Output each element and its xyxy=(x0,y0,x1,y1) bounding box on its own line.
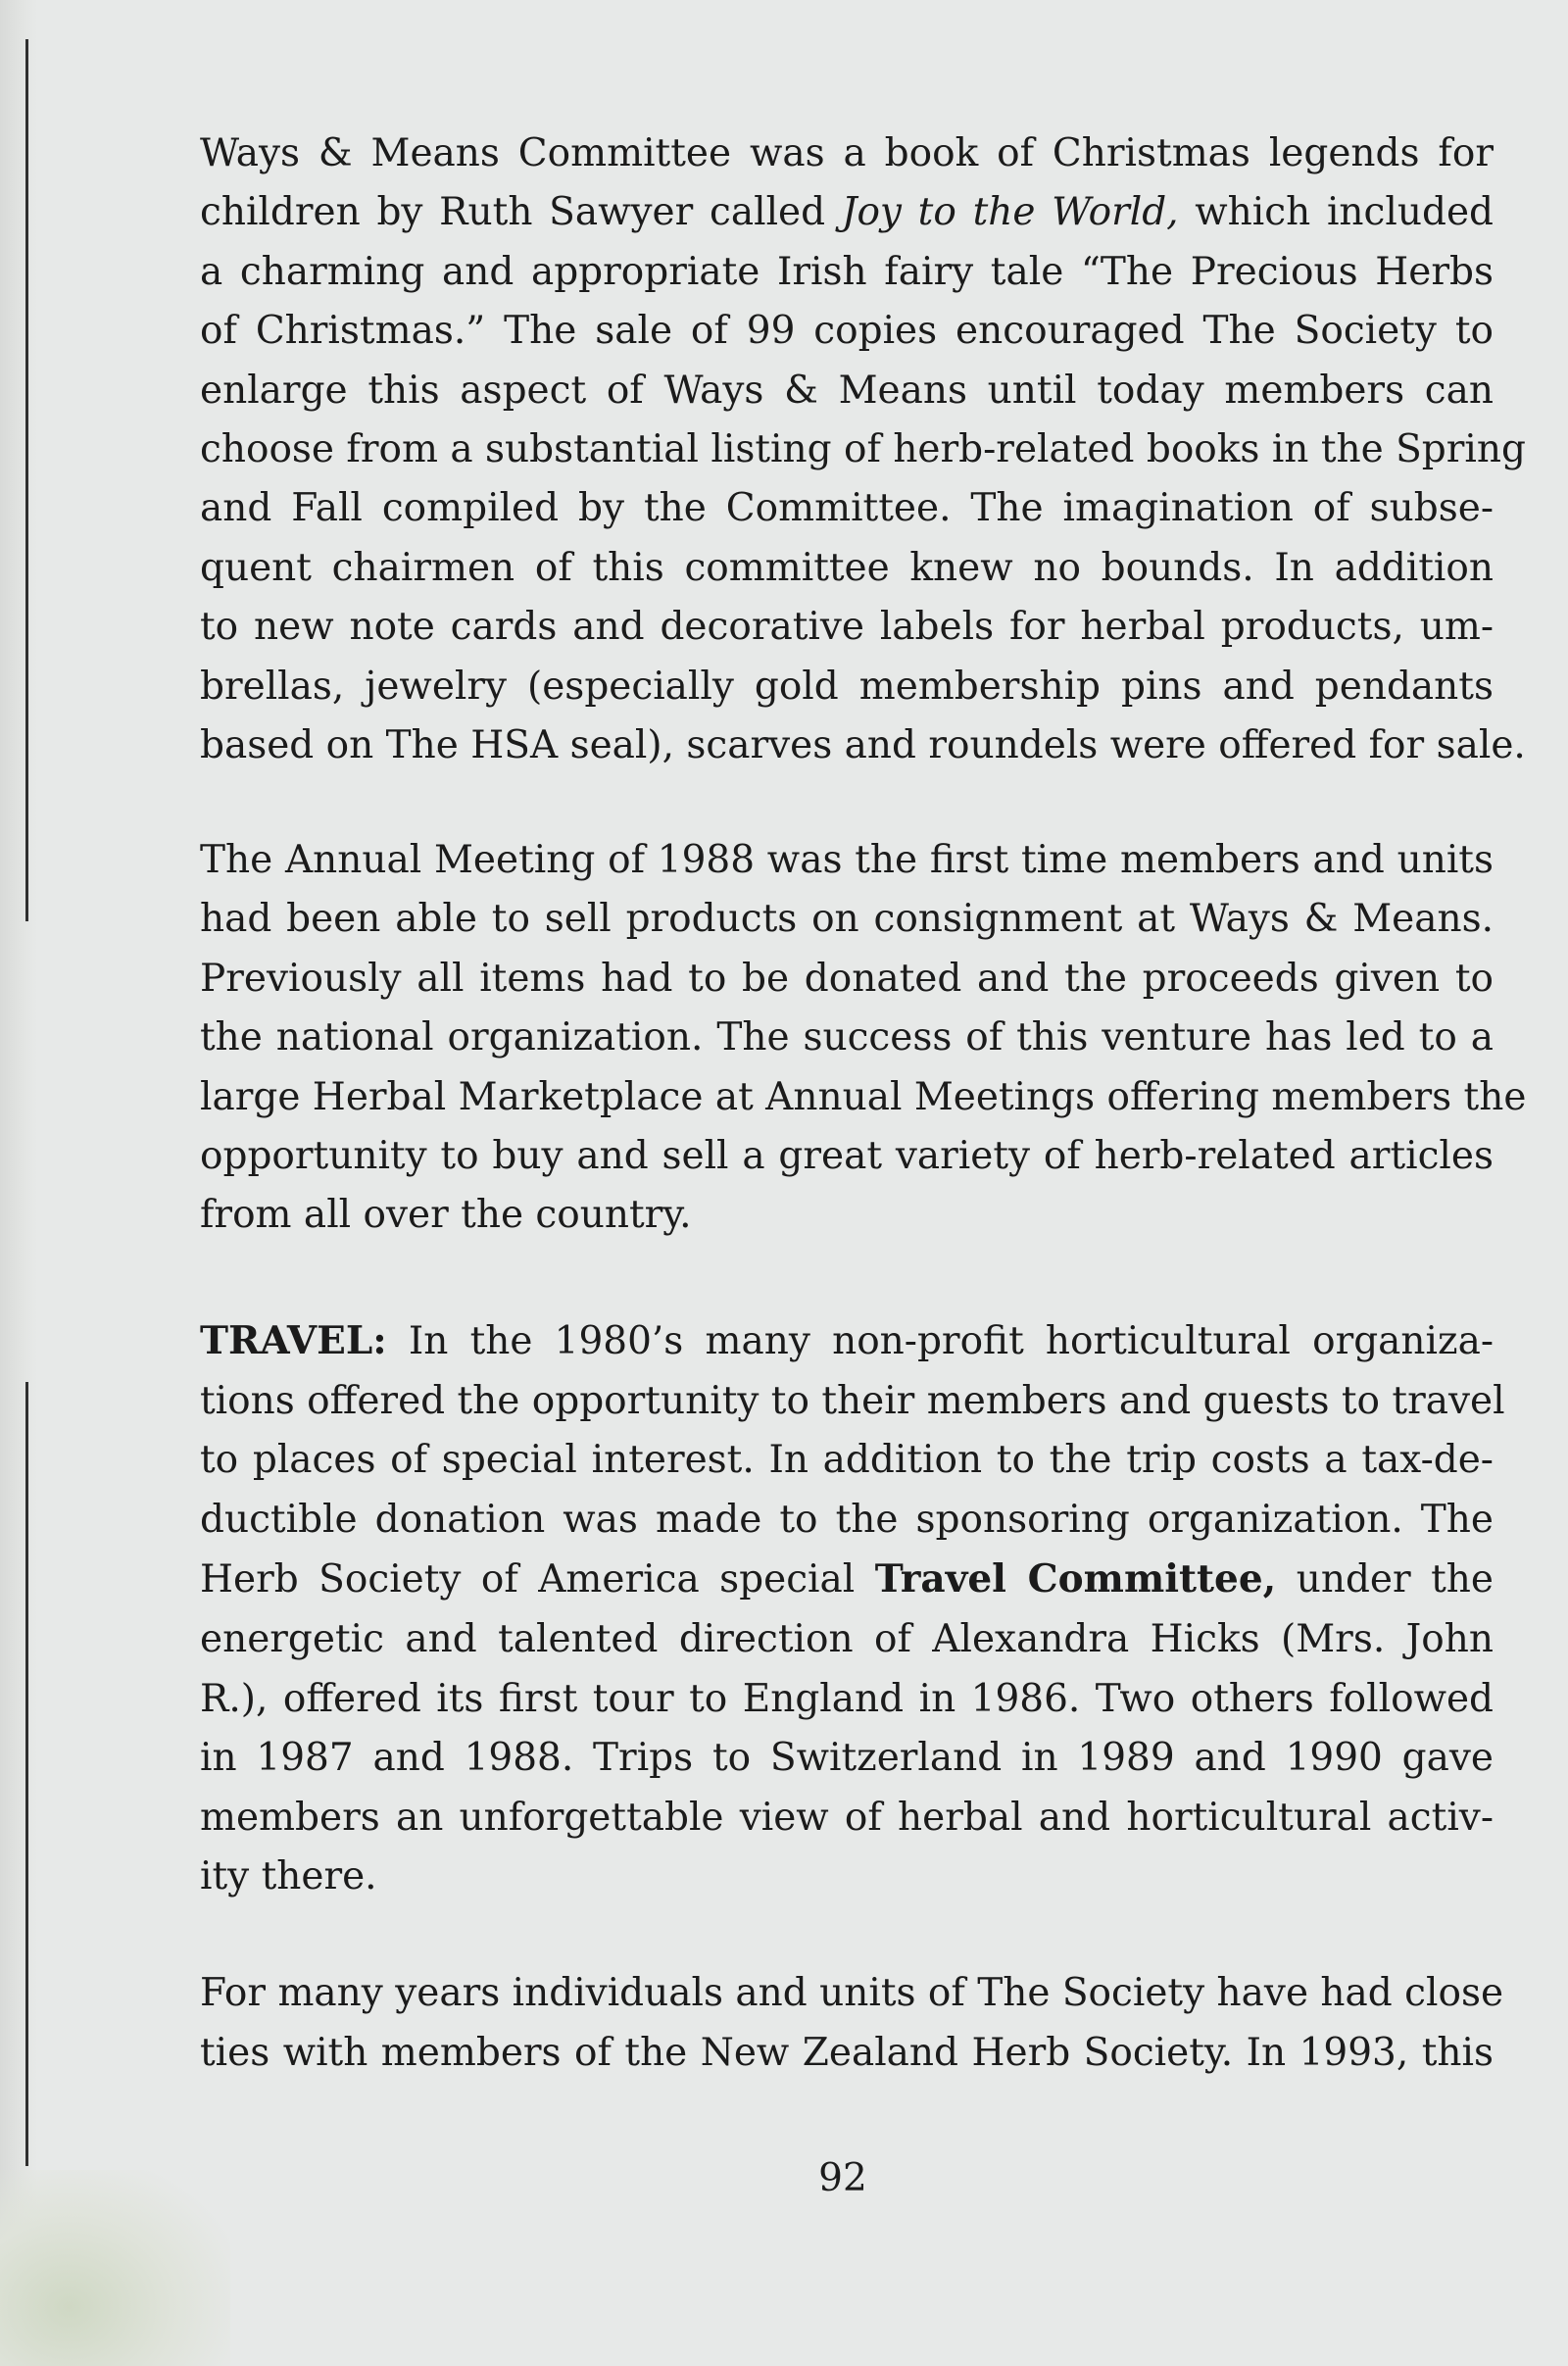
binding-shadow-line xyxy=(25,39,28,921)
text-line xyxy=(200,1311,1494,1372)
page-number: 92 xyxy=(818,2156,867,2200)
text-line: choose from a substantial listing of herb-related books in the Spring xyxy=(200,427,1526,472)
travel-committee-bold: Travel Committee, xyxy=(874,1556,1277,1602)
text-line: The Annual Meeting of 1988 was the first time members and units xyxy=(200,838,1494,882)
text-line: the national organization. The success of this venture has led to a xyxy=(200,1015,1494,1060)
paragraph-new-zealand xyxy=(200,1964,1504,2083)
paragraph-annual-meeting xyxy=(200,831,1527,1246)
paragraph-ways-and-means xyxy=(200,124,1526,775)
text-segment: In the 1980’s many non-profit horticultural organiza- xyxy=(408,1319,1494,1363)
text-line: opportunity to buy and sell a great variety of herb-related articles xyxy=(200,1134,1494,1179)
text-line: ties with members of the New Zealand Herb Society. In 1993, this xyxy=(200,2030,1494,2075)
text-line: Previously all items had to be donated and the proceeds given to xyxy=(200,956,1494,1001)
text-line xyxy=(200,1550,1494,1610)
text-segment: which included xyxy=(1178,190,1494,235)
text-line: in 1987 and 1988. Trips to Switzerland in 1989 and 1990 gave xyxy=(200,1736,1494,1781)
section-heading-travel: TRAVEL: xyxy=(200,1318,387,1363)
page-binding-edge xyxy=(0,0,37,2366)
text-segment: under the xyxy=(1296,1557,1494,1602)
text-line: Ways & Means Committee was a book of Christmas legends for xyxy=(200,131,1494,175)
text-line: of Christmas.” The sale of 99 copies encouraged The Society to xyxy=(200,309,1494,354)
binding-shadow-line xyxy=(25,1382,28,2166)
text-line: from all over the country. xyxy=(200,1193,692,1238)
text-line xyxy=(200,183,1494,242)
text-line: energetic and talented direction of Alexandra Hicks (Mrs. John xyxy=(200,1616,1494,1661)
text-line: large Herbal Marketplace at Annual Meetings offering members the xyxy=(200,1074,1527,1119)
text-line: had been able to sell products on consignment at Ways & Means. xyxy=(200,897,1494,942)
paragraph-travel xyxy=(200,1311,1505,1907)
text-line: members an unforgettable view of herbal and horticultural activ- xyxy=(200,1795,1494,1840)
text-line: enlarge this aspect of Ways & Means until today members can xyxy=(200,368,1494,413)
text-line: ity there. xyxy=(200,1854,377,1899)
text-segment: Herb Society of America special xyxy=(200,1557,856,1602)
text-line: ductible donation was made to the sponsoring organization. The xyxy=(200,1497,1494,1542)
text-line: tions offered the opportunity to their members and guests to travel xyxy=(200,1378,1505,1423)
text-line: brellas, jewelry (especially gold membership pins and pendants xyxy=(200,664,1494,709)
text-line: quent chairmen of this committee knew no bounds. In addition xyxy=(200,545,1494,590)
text-segment: children by Ruth Sawyer called xyxy=(200,190,842,235)
text-line: and Fall compiled by the Committee. The imagination of subse- xyxy=(200,486,1494,531)
text-line: to places of special interest. In addition to the trip costs a tax-de- xyxy=(200,1438,1494,1483)
text-line: R.), offered its first tour to England in 1986. Two others followed xyxy=(200,1676,1494,1721)
text-line: based on The HSA seal), scarves and roundels were offered for sale. xyxy=(200,723,1526,768)
text-line: For many years individuals and units of The Society have had close xyxy=(200,1971,1504,2015)
text-line: to new note cards and decorative labels for herbal products, um- xyxy=(200,605,1494,650)
book-title: Joy to the World, xyxy=(841,190,1179,235)
text-line: a charming and appropriate Irish fairy tale “The Precious Herbs xyxy=(200,249,1494,294)
